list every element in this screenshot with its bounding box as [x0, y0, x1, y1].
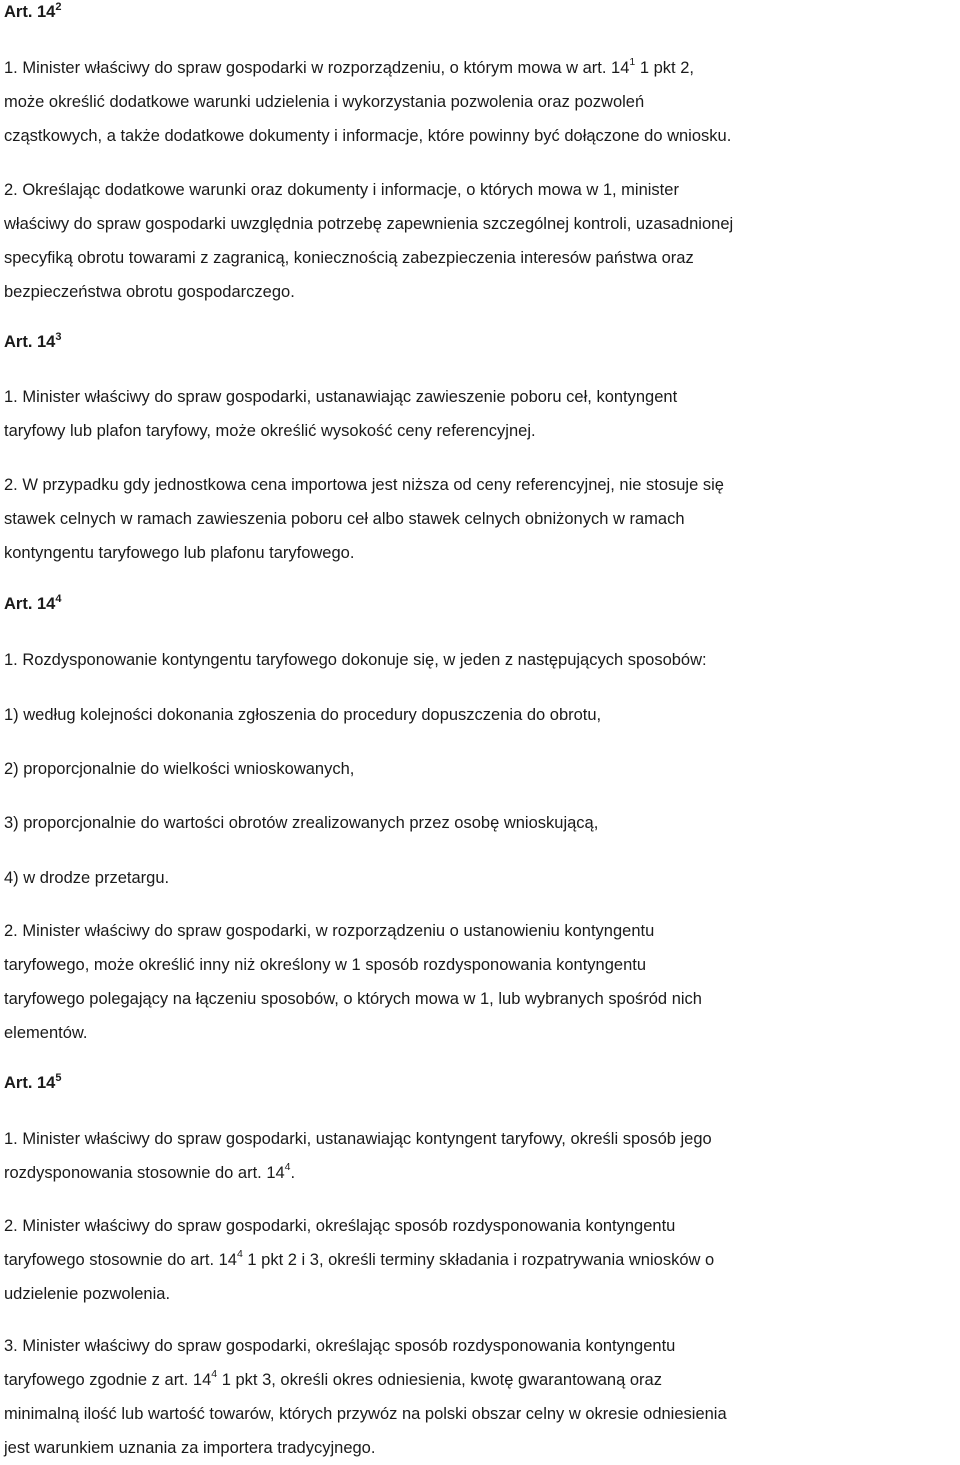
article-heading: Art. $14^2$ — [4, 1, 62, 21]
list-item: 4) w drodze przetargu. — [4, 869, 170, 887]
list-item: 1) według kolejności dokonania zgłoszenia do procedury dopuszczenia do obrotu, — [4, 706, 602, 724]
paragraph: 3. Minister właściwy do spraw gospodarki, określając sposób rozdysponowania kontyngentu taryfowego zgodnie z art. $14^4$ 1 pkt 3, określi okres odniesienia, kwotę gwarantowaną oraz minimalną ilość lub wartość towarów, których przywóz na polski obszar celny w okresie odniesienia jest warunkiem uznania za importera tradycyjnego. — [4, 1337, 727, 1457]
paragraph: 1. Minister właściwy do spraw gospodarki, ustanawiając kontyngent taryfowy, określi sposób jego rozdysponowania stosownie do art. $14^4$. — [4, 1130, 712, 1182]
paragraph: 2. W przypadku gdy jednostkowa cena importowa jest niższa od ceny referencyjnej, nie stosuje się stawek celnych w ramach zawieszenia poboru ceł albo stawek celnych obniżonych w ramach kontyngentu taryfowego lub plafonu taryfowego. — [4, 476, 724, 562]
article-heading: Art. $14^4$ — [4, 593, 62, 613]
list-item: 3) proporcjonalnie do wartości obrotów zrealizowanych przez osobę wnioskującą, — [4, 814, 599, 832]
paragraph: 2. Minister właściwy do spraw gospodarki, określając sposób rozdysponowania kontyngentu taryfowego stosownie do art. $14^4$ 1 pkt 2 i 3, określi terminy składania i rozpatrywania wniosków o udzielenie pozwolenia. — [4, 1217, 715, 1303]
paragraph: 1. Minister właściwy do spraw gospodarki w rozporządzeniu, o którym mowa w art. $14^1$ 1 pkt 2, może określić dodatkowe warunki udzielenia i wykorzystania pozwolenia oraz pozwoleń cząstkowych, a także dodatkowe dokumenty i informacje, które powinny być dołączone do wniosku. — [4, 56, 732, 145]
article-heading: Art. $14^5$ — [4, 1072, 62, 1092]
paragraph: 2. Minister właściwy do spraw gospodarki, w rozporządzeniu o ustanowieniu kontyngentu taryfowego, może określić inny niż określony w 1 sposób rozdysponowania kontyngentu taryfowego polegający na łączeniu sposobów, o których mowa w 1, lub wybranych spośród nich elementów. — [4, 922, 702, 1042]
paragraph: 2. Określając dodatkowe warunki oraz dokumenty i informacje, o których mowa w 1, minister właściwy do spraw gospodarki uwzględnia potrzebę zapewnienia szczególnej kontroli, uzasadnionej specyfiką obrotu towarami z zagranicą, koniecznością zabezpieczenia interesów państwa oraz bezpieczeństwa obrotu gospodarczego. — [4, 181, 734, 301]
paragraph: 1. Rozdysponowanie kontyngentu taryfowego dokonuje się, w jeden z następujących sposobów: — [4, 651, 707, 669]
paragraph: 1. Minister właściwy do spraw gospodarki, ustanawiając zawieszenie poboru ceł, kontyngent taryfowy lub plafon taryfowy, może określić wysokość ceny referencyjnej. — [4, 388, 678, 440]
article-heading: Art. $14^3$ — [4, 331, 62, 351]
list-item: 2) proporcjonalnie do wielkości wnioskowanych, — [4, 760, 355, 778]
